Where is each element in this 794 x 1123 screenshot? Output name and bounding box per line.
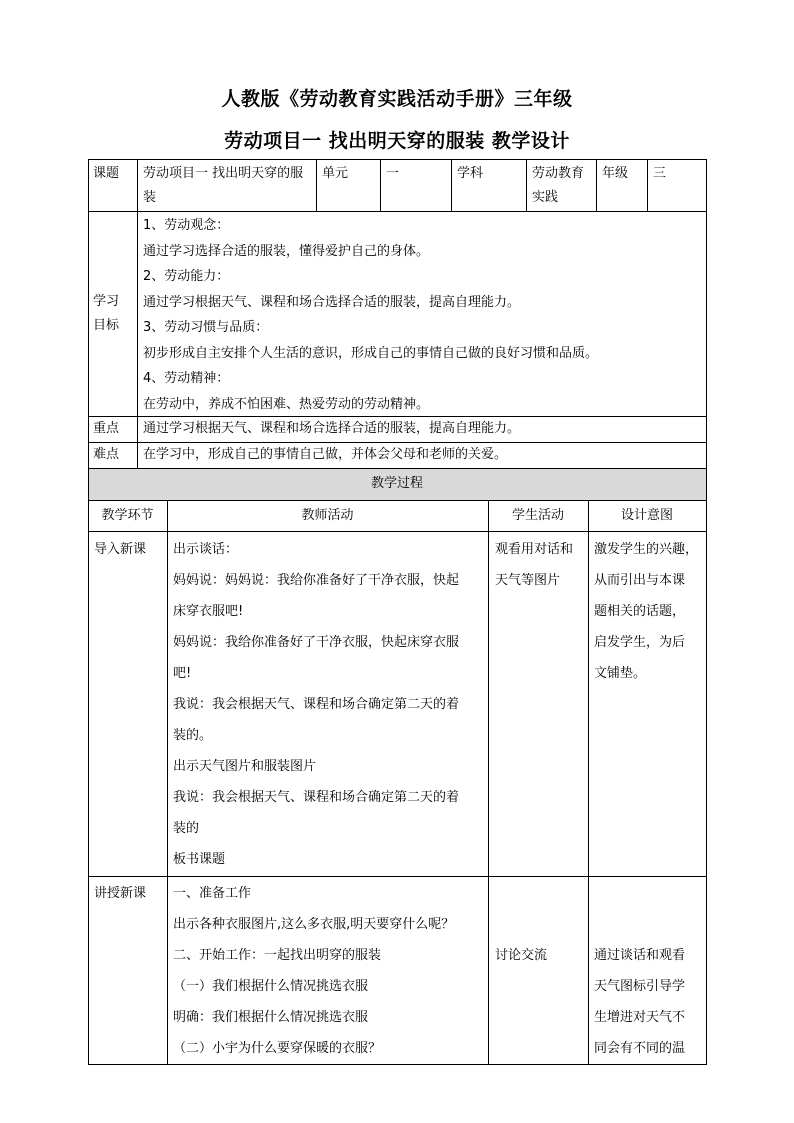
column-header-stage: 教学环节 (101, 508, 154, 523)
teacher-line: 一、准备工作 (173, 886, 252, 901)
difficult-point-label: 难点 (93, 447, 120, 462)
key-point-value: 通过学习根据天气、课程和场合选择合适的服装，提高自理能力。 (143, 421, 521, 436)
teacher-line: 出示天气图片和服装图片 (173, 759, 317, 774)
goal-line: 通过学习根据天气、课程和场合选择合适的服装，提高自理能力。 (143, 294, 521, 310)
unit-label: 单元 (322, 166, 349, 181)
row-stage-teach: 讲授新课 (94, 886, 147, 901)
design-line: 天气图标引导学 (594, 979, 686, 994)
goal-line: 2、劳动能力： (143, 269, 230, 284)
teacher-line: 装的 (173, 821, 200, 836)
goal-line: 在劳动中，养成不怕困难、热爱劳动的劳动精神。 (143, 396, 430, 412)
teacher-line: 二、开始工作：一起找出明穿的服装 (173, 948, 382, 963)
goal-line: 初步形成自主安排个人生活的意识，形成自己的事情自己做的良好习惯和品质。 (143, 345, 599, 361)
student-line: 天气等图片 (495, 573, 561, 588)
teacher-line: 吧! (173, 666, 192, 681)
teacher-line: （二）小宇为什么要穿保暖的衣服？ (173, 1041, 382, 1056)
column-header-design: 设计意图 (620, 508, 673, 523)
teacher-line: 我说：我会根据天气、课程和场合确定第二天的着 (173, 790, 460, 805)
subject-label: 学科 (457, 166, 484, 181)
teacher-line: 我说：我会根据天气、课程和场合确定第二天的着 (173, 697, 460, 712)
design-line: 从而引出与本课 (594, 573, 686, 588)
unit-value: 一 (386, 166, 400, 181)
student-line: 讨论交流 (495, 948, 548, 963)
grade-label: 年级 (602, 166, 629, 181)
goal-line: 1、劳动观念： (143, 218, 230, 233)
process-header: 教学过程 (370, 476, 423, 491)
difficult-point-value: 在学习中，形成自己的事情自己做，并体会父母和老师的关爱。 (143, 447, 508, 462)
row-design-teach (594, 940, 706, 1064)
teacher-line: （一）我们根据什么情况挑选衣服 (173, 979, 369, 994)
goals-label: 学习目标 (93, 294, 120, 333)
design-line: 题相关的话题， (594, 604, 686, 619)
design-line: 启发学生，为后 (594, 635, 686, 650)
goals-content (143, 213, 703, 417)
row-teacher-teach (173, 878, 485, 1064)
teacher-line: 出示谈话： (173, 542, 239, 557)
teacher-line: 明确：我们根据什么情况挑选衣服 (173, 1010, 369, 1025)
document-title: 人教版《劳动教育实践活动手册》三年级 (221, 88, 573, 110)
row-teacher-intro (173, 534, 485, 875)
key-point-label: 重点 (93, 421, 120, 436)
teacher-line: 装的。 (173, 728, 213, 743)
goal-line: 3、劳动习惯与品质： (143, 320, 269, 335)
teacher-line: 板书课题 (173, 852, 226, 867)
goal-line: 4、劳动精神： (143, 371, 230, 386)
teacher-line: 妈妈说：我给你准备好了干净衣服，快起床穿衣服 (173, 635, 460, 650)
course-value: 劳动项目一 找出明天穿的服装 (143, 166, 304, 205)
course-label: 课题 (93, 166, 120, 181)
row-design-intro (594, 534, 706, 689)
row-student-intro (495, 534, 587, 596)
design-line: 通过谈话和观看 (594, 948, 686, 963)
teacher-line: 床穿衣服吧! (173, 604, 244, 619)
student-line: 观看用对话和 (495, 542, 574, 557)
design-line: 激发学生的兴趣， (594, 542, 699, 557)
column-header-teacher: 教师活动 (301, 508, 354, 523)
goal-line: 通过学习选择合适的服装，懂得爱护自己的身体。 (143, 243, 430, 259)
subject-value: 劳动教育实践 (532, 166, 585, 205)
teacher-line: 妈妈说：妈妈说：我给你准备好了干净衣服，快起 (173, 573, 460, 588)
row-stage-intro: 导入新课 (94, 542, 147, 557)
design-line: 文铺垫。 (594, 666, 647, 681)
grade-value: 三 (653, 166, 667, 181)
document-subtitle: 劳动项目一 找出明天穿的服装 教学设计 (224, 130, 570, 152)
row-student-teach (495, 940, 587, 971)
design-line: 同会有不同的温 (594, 1041, 686, 1056)
design-line: 生增进对天气不 (594, 1010, 686, 1025)
teacher-line: 出示各种衣服图片,这么多衣服,明天要穿什么呢？ (173, 917, 455, 932)
column-header-student: 学生活动 (511, 508, 564, 523)
